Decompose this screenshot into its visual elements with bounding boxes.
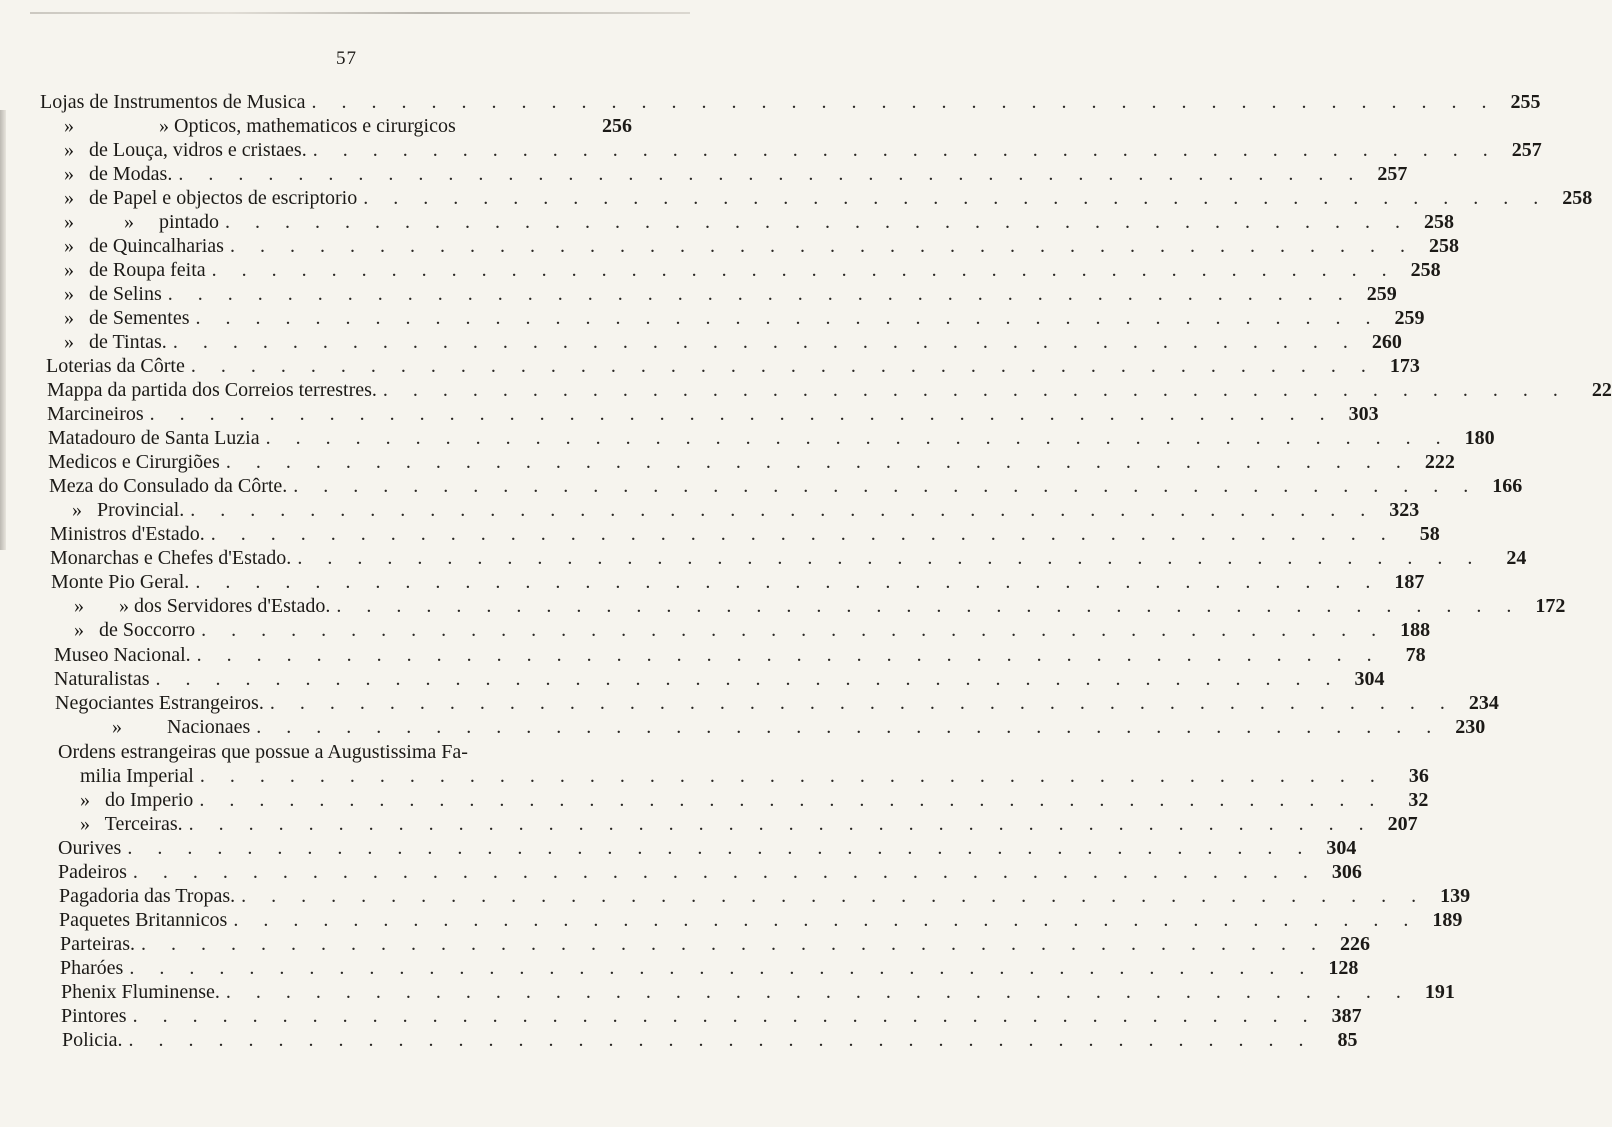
entry-page: 258 bbox=[1562, 187, 1593, 209]
index-entry bbox=[64, 115, 632, 138]
entry-page: 78 bbox=[1405, 644, 1426, 666]
entry-label: » de Modas. bbox=[64, 163, 173, 185]
index-entry bbox=[59, 909, 1463, 932]
entry-page: 226 bbox=[1339, 933, 1370, 955]
dot-leader: . . . . . . . . . . . . . . . . . . . . . . . . . . . . . . . . . . . . . . . . bbox=[269, 692, 1455, 714]
entry-page: 257 bbox=[1377, 163, 1408, 185]
dot-leader: . . . . . . . . . . . . . . . . . . . . . . . . . . . . . . . . . . . . . . . . bbox=[225, 981, 1411, 1003]
page-number: 57 bbox=[336, 48, 357, 69]
entry-page: 257 bbox=[1511, 139, 1542, 161]
index-entry bbox=[58, 861, 1362, 884]
dot-leader: . . . . . . . . . . . . . . . . . . . . . . . . . . . . . . . . . . . . . . . . bbox=[229, 235, 1415, 257]
entry-page: 173 bbox=[1389, 355, 1420, 377]
entry-page: 32 bbox=[1408, 789, 1429, 811]
entry-label: Mappa da partida dos Correios terrestres. bbox=[47, 379, 377, 401]
index-entry bbox=[60, 957, 1359, 980]
entry-label: » Provincial. bbox=[72, 499, 185, 521]
entry-label: milia Imperial bbox=[80, 765, 194, 787]
index-entry bbox=[50, 547, 1527, 570]
entry-label: Loterias da Côrte bbox=[46, 355, 185, 377]
index-entry bbox=[74, 595, 1566, 618]
entry-page: 230 bbox=[1455, 716, 1486, 738]
entry-page: 24 bbox=[1506, 547, 1527, 569]
index-entry bbox=[59, 885, 1471, 908]
entry-label: Marcineiros bbox=[47, 403, 144, 425]
entry-label: » de Selins bbox=[64, 283, 162, 305]
index-entry bbox=[51, 571, 1425, 594]
index-entry bbox=[46, 355, 1420, 378]
dot-leader: . . . . . . . . . . . . . . . . . . . . . . . . . . . . . . . . . . . . . . . . bbox=[293, 475, 1479, 497]
entry-page: 187 bbox=[1394, 571, 1425, 593]
entry-label: Ordens estrangeiras que possue a Augustissima Fa- bbox=[58, 741, 468, 763]
entry-page: 36 bbox=[1408, 765, 1429, 787]
entry-page: 128 bbox=[1328, 957, 1359, 979]
entry-label: » de Papel e objectos de escriptorio bbox=[64, 187, 358, 209]
index-entry bbox=[55, 692, 1499, 715]
dot-leader: . . . . . . . . . . . . . . . . . . . . . . . . . . . . . . . . . . . . . . . . bbox=[199, 789, 1385, 811]
entry-page: 306 bbox=[1331, 861, 1362, 883]
index-entry bbox=[64, 283, 1397, 306]
entry-label: » Nacionaes bbox=[112, 716, 251, 738]
dot-leader: . . . . . . . . . . . . . . . . . . . . . . . . . . . . . . . . . . . . . . . . bbox=[196, 644, 1382, 666]
entry-label: Medicos e Cirurgiões bbox=[48, 451, 220, 473]
entry-page: 189 bbox=[1432, 909, 1463, 931]
index-entry bbox=[50, 523, 1440, 546]
index-entry bbox=[47, 379, 1612, 402]
entry-page: 304 bbox=[1326, 837, 1357, 859]
dot-leader: . . . . . . . . . . . . . . . . . . . . . . . . . . . . . . . . . . . . . . . . bbox=[178, 163, 1364, 185]
dot-leader: . . . . . . . . . . . . . . . . . . . . . . . . . . . . . . . . . . . . . . . . bbox=[190, 355, 1376, 377]
entry-label: Naturalistas bbox=[54, 668, 150, 690]
entry-page: 258 bbox=[1424, 211, 1454, 233]
index-entry bbox=[80, 789, 1429, 812]
entry-label: Lojas de Instrumentos de Musica bbox=[40, 91, 306, 113]
entry-page: 58 bbox=[1419, 523, 1440, 545]
index-entry bbox=[74, 619, 1431, 642]
dot-leader: . . . . . . . . . . . . . . . . . . . . . . . . . . . . . . . . . . . . . . . . bbox=[297, 547, 1483, 569]
dot-leader: . . . . . . . . . . . . . . . . . . . . . . . . . . . . . . . . . . . . . . . . bbox=[155, 668, 1341, 690]
entry-label: Monarchas e Chefes d'Estado. bbox=[50, 547, 292, 569]
index-entry bbox=[80, 813, 1418, 836]
dot-leader: . . . . . . . . . . . . . . . . . . . . . . . . . . . . . . . . . . . . . . . . bbox=[256, 716, 1442, 738]
dot-leader: . . . . . . . . . . . . . . . . . . . . . . . . . . . . . . . . . . . . . . . . bbox=[225, 451, 1411, 473]
entry-page: 222 bbox=[1424, 451, 1455, 473]
entry-page: 85 bbox=[1337, 1029, 1358, 1051]
dot-leader: . . . . . . . . . . . . . . . . . . . . . . . . . . . . . . . . . . . . . . . . bbox=[211, 259, 1397, 281]
dot-leader: . . . . . . . . . . . . . . . . . . . . . . . . . . . . . . . . . . . . . . . . bbox=[336, 595, 1522, 617]
entry-label: Phenix Fluminense. bbox=[61, 981, 220, 1003]
entry-page: 139 bbox=[1440, 885, 1471, 907]
entry-page: 258 bbox=[1428, 235, 1459, 257]
index-entry bbox=[64, 307, 1425, 330]
entry-page: 260 bbox=[1371, 331, 1402, 353]
entry-label: Meza do Consulado da Côrte. bbox=[49, 475, 288, 497]
entry-label: » de Sementes bbox=[64, 307, 190, 329]
index-entry bbox=[64, 235, 1459, 258]
entry-label: Pharóes bbox=[60, 957, 124, 979]
dot-leader: . . . . . . . . . . . . . . . . . . . . . . . . . . . . . . . . . . . . . . . . bbox=[265, 427, 1451, 449]
entry-label: » de Soccorro bbox=[74, 619, 196, 641]
entry-page: 258 bbox=[1410, 259, 1441, 281]
entry-label: » » Opticos, mathematicos e cirurgicos bbox=[64, 115, 456, 137]
dot-leader: . . . . . . . . . . . . . . . . . . . . . . . . . . . . . . . . . . . . . . . . bbox=[190, 499, 1376, 521]
entry-label: Ourives bbox=[58, 837, 122, 859]
dot-leader: . . . . . . . . . . . . . . . . . . . . . . . . . . . . . . . . . . . . . . . . bbox=[199, 765, 1385, 787]
page-edge-rule bbox=[30, 12, 690, 14]
dot-leader: . . . . . . . . . . . . . . . . . . . . . . . . . . . . . . . . . . . . . . . . bbox=[129, 957, 1315, 979]
entry-page: 323 bbox=[1389, 499, 1420, 521]
dot-leader: . . . . . . . . . . . . . . . . . . . . . . . . . . . . . . . . . . . . . . . . bbox=[311, 91, 1497, 113]
dot-leader: . . . . . . . . . . . . . . . . . . . . . . . . . . . . . . . . . . . . . . . . bbox=[140, 933, 1326, 955]
entry-page: 191 bbox=[1424, 981, 1455, 1003]
dot-leader: . . . . . . . . . . . . . . . . . . . . . . . . . . . . . . . . . . . . . . . . bbox=[382, 379, 1568, 401]
entry-label: Ministros d'Estado. bbox=[50, 523, 205, 545]
dot-leader: . . . . . . . . . . . . . . . . . . . . . . . . . . . . . . . . . . . . . . . . bbox=[363, 187, 1549, 209]
entry-label: » do Imperio bbox=[80, 789, 194, 811]
entry-label: Monte Pio Geral. bbox=[51, 571, 190, 593]
entry-label: Policia. bbox=[62, 1029, 123, 1051]
index-entry bbox=[64, 259, 1441, 282]
entry-page: 256 bbox=[602, 115, 632, 137]
index-entry bbox=[64, 187, 1593, 210]
entry-page: 304 bbox=[1354, 668, 1385, 690]
dot-leader: . . . . . . . . . . . . . . . . . . . . . . . . . . . . . . . . . . . . . . . . bbox=[210, 523, 1396, 545]
entry-label: Negociantes Estrangeiros. bbox=[55, 692, 264, 714]
entry-page: 207 bbox=[1387, 813, 1418, 835]
index-entry bbox=[61, 981, 1455, 1004]
entry-label: » de Louça, vidros e cristaes. bbox=[64, 139, 307, 161]
entry-label: Museo Nacional. bbox=[54, 644, 191, 666]
index-entry bbox=[64, 139, 1542, 162]
dot-leader: . . . . . . . . . . . . . . . . . . . . . . . . . . . . . . . . . . . . . . . . bbox=[241, 885, 1427, 907]
entry-label: Parteiras. bbox=[60, 933, 135, 955]
entry-page: 172 bbox=[1535, 595, 1566, 617]
entry-page: 303 bbox=[1348, 403, 1379, 425]
entry-label: » de Quincalharias bbox=[64, 235, 224, 257]
entry-label: Matadouro de Santa Luzia bbox=[48, 427, 260, 449]
index-entry bbox=[64, 211, 1454, 234]
entry-page: 188 bbox=[1400, 619, 1431, 641]
index-entry bbox=[64, 331, 1402, 354]
entry-page: 180 bbox=[1464, 427, 1495, 449]
dot-leader: . . . . . . . . . . . . . . . . . . . . . . . . . . . . . . . . . . . . . . . . bbox=[128, 1029, 1314, 1051]
dot-leader: . . . . . . . . . . . . . . . . . . . . . . . . . . . . . . . . . . . . . . . . bbox=[195, 307, 1381, 329]
index-entry bbox=[112, 716, 1486, 739]
dot-leader: . . . . . . . . . . . . . . . . . . . . . . . . . . . . . . . . . . . . . . . . bbox=[167, 283, 1353, 305]
dot-leader: . . . . . . . . . . . . . . . . . . . . . . . . . . . . . . . . . . . . . . . . bbox=[312, 139, 1498, 161]
index-entry bbox=[48, 427, 1495, 450]
dot-leader: . . . . . . . . . . . . . . . . . . . . . . . . . . . . . . . . . . . . . . . . bbox=[201, 619, 1387, 641]
dot-leader: . . . . . . . . . . . . . . . . . . . . . . . . . . . . . . . . . . . . . . . . bbox=[225, 211, 1410, 233]
entry-page: 387 bbox=[1331, 1005, 1362, 1027]
entry-page: 259 bbox=[1394, 307, 1425, 329]
dot-leader: . . . . . . . . . . . . . . . . . . . . . . . . . . . . . . . . . . . . . . . . bbox=[149, 403, 1335, 425]
dot-leader: . . . . . . . . . . . . . . . . . . . . . . . . . . . . . . . . . . . . . . . . bbox=[188, 813, 1374, 835]
entry-label: » Terceiras. bbox=[80, 813, 183, 835]
dot-leader: . . . . . . . . . . . . . . . . . . . . . . . . . . . . . . . . . . . . . . . . bbox=[132, 1005, 1318, 1027]
index-entry bbox=[49, 475, 1523, 498]
index-entry bbox=[47, 403, 1379, 426]
index-entry bbox=[54, 644, 1426, 667]
index-entry bbox=[61, 1005, 1362, 1028]
entry-label: » » pintado bbox=[64, 211, 219, 233]
entry-label: » de Roupa feita bbox=[64, 259, 206, 281]
dot-leader: . . . . . . . . . . . . . . . . . . . . . . . . . . . . . . . . . . . . . . . . bbox=[172, 331, 1358, 353]
entry-page: 166 bbox=[1492, 475, 1523, 497]
dot-leader: . . . . . . . . . . . . . . . . . . . . . . . . . . . . . . . . . . . . . . . . bbox=[127, 837, 1313, 859]
index-entry bbox=[54, 668, 1385, 691]
index-entry bbox=[80, 765, 1429, 788]
entry-label: Pintores bbox=[61, 1005, 127, 1027]
dot-leader: . . . . . . . . . . . . . . . . . . . . . . . . . . . . . . . . . . . . . . . . bbox=[233, 909, 1419, 931]
entry-label: Paquetes Britannicos bbox=[59, 909, 228, 931]
index-entry bbox=[58, 837, 1357, 860]
index-entry bbox=[62, 1029, 1358, 1052]
entry-page: 22 bbox=[1591, 379, 1612, 401]
dot-leader: . . . . . . . . . . . . . . . . . . . . . . . . . . . . . . . . . . . . . . . . bbox=[132, 861, 1318, 883]
dot-leader: . . . . . . . . . . . . . . . . . . . . . . . . . . . . . . . . . . . . . . . . bbox=[195, 571, 1381, 593]
index-entry-continued bbox=[58, 741, 632, 764]
index-entry bbox=[48, 451, 1455, 474]
index-entry bbox=[72, 499, 1420, 522]
index-entry bbox=[60, 933, 1370, 956]
entry-page: 259 bbox=[1366, 283, 1397, 305]
entry-page: 255 bbox=[1510, 91, 1541, 113]
entry-label: Padeiros bbox=[58, 861, 127, 883]
entry-label: » de Tintas. bbox=[64, 331, 167, 353]
entry-label: Pagadoria das Tropas. bbox=[59, 885, 236, 907]
binding-shadow bbox=[0, 110, 6, 550]
entry-page: 234 bbox=[1468, 692, 1499, 714]
index-entry bbox=[40, 91, 1541, 114]
entry-label: » » dos Servidores d'Estado. bbox=[74, 595, 331, 617]
index-entry bbox=[64, 163, 1408, 186]
